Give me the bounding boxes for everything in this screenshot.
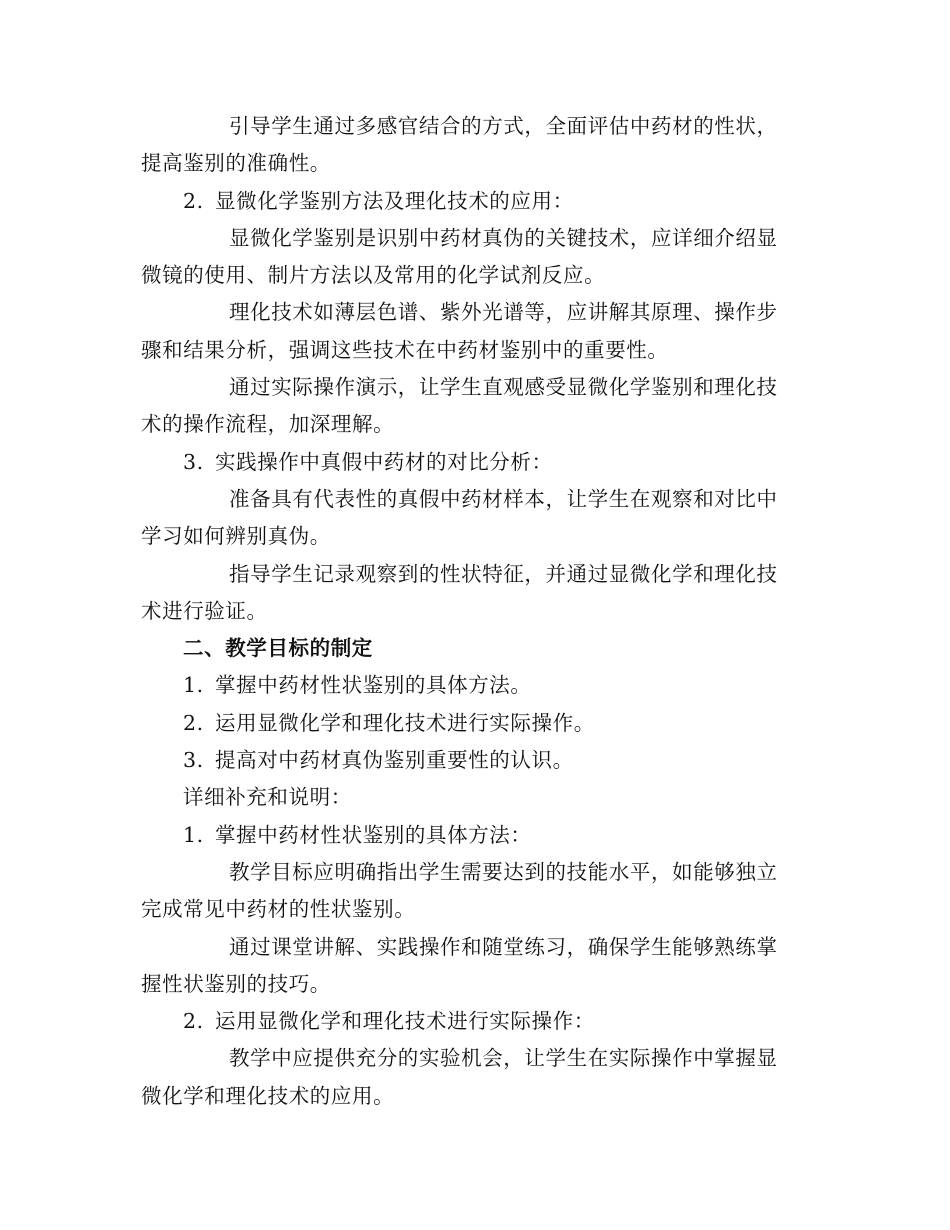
list-item xyxy=(141,444,796,481)
list-number: 3. xyxy=(183,449,204,474)
paragraph-line: 学习如何辨别真伪。 xyxy=(141,524,331,549)
paragraph-line: 提高鉴别的准确性。 xyxy=(141,151,331,176)
paragraph-line: 教学中应提供充分的实验机会，让学生在实际操作中掌握显 xyxy=(229,1046,778,1071)
paragraph-line: 通过课堂讲解、实践操作和随堂练习，确保学生能够熟练掌 xyxy=(229,934,778,959)
list-item-text: 运用显微化学和理化技术进行实际操作： xyxy=(215,1009,595,1034)
paragraph-line: 微镜的使用、制片方法以及常用的化学试剂反应。 xyxy=(141,263,606,288)
list-item-text: 掌握中药材性状鉴别的具体方法。 xyxy=(215,673,532,698)
paragraph-line: 准备具有代表性的真假中药材样本，让学生在观察和对比中 xyxy=(229,486,778,511)
paragraph-line: 微化学和理化技术的应用。 xyxy=(141,1083,395,1108)
paragraph-line: 理化技术如薄层色谱、紫外光谱等，应讲解其原理、操作步 xyxy=(229,300,778,325)
list-item xyxy=(141,705,796,742)
list-item xyxy=(141,742,796,779)
list-item-text: 实践操作中真假中药材的对比分析： xyxy=(215,449,553,474)
subheading: 详细补充和说明： xyxy=(183,785,352,810)
list-item-text: 显微化学鉴别方法及理化技术的应用： xyxy=(215,188,574,213)
document-body xyxy=(141,108,796,1115)
list-number: 2. xyxy=(183,188,204,213)
paragraph-line: 通过实际操作演示，让学生直观感受显微化学鉴别和理化技 xyxy=(229,375,778,400)
list-number: 2. xyxy=(183,1009,204,1034)
paragraph-line: 指导学生记录观察到的性状特征，并通过显微化学和理化技 xyxy=(229,561,778,586)
paragraph-line: 显微化学鉴别是识别中药材真伪的关键技术，应详细介绍显 xyxy=(229,225,778,250)
list-number: 3. xyxy=(183,748,204,773)
list-item xyxy=(141,1003,796,1040)
list-item xyxy=(141,667,796,704)
list-item xyxy=(141,183,796,220)
paragraph-line: 教学目标应明确指出学生需要达到的技能水平，如能够独立 xyxy=(229,859,778,884)
paragraph-line: 完成常见中药材的性状鉴别。 xyxy=(141,897,416,922)
list-number: 2. xyxy=(183,710,204,735)
list-item-text: 掌握中药材性状鉴别的具体方法： xyxy=(215,822,532,847)
paragraph-line: 术进行验证。 xyxy=(141,598,268,623)
list-item-text: 运用显微化学和理化技术进行实际操作。 xyxy=(215,710,595,735)
list-number: 1. xyxy=(183,673,204,698)
paragraph-line: 引导学生通过多感官结合的方式，全面评估中药材的性状， xyxy=(229,114,778,138)
paragraph-line: 骤和结果分析，强调这些技术在中药材鉴别中的重要性。 xyxy=(141,337,669,362)
paragraph-line: 握性状鉴别的技巧。 xyxy=(141,971,331,996)
list-item-text: 提高对中药材真伪鉴别重要性的认识。 xyxy=(215,748,574,773)
section-heading: 二、教学目标的制定 xyxy=(183,636,373,661)
list-number: 1. xyxy=(183,822,204,847)
list-item xyxy=(141,817,796,854)
paragraph-line: 术的操作流程，加深理解。 xyxy=(141,412,395,437)
